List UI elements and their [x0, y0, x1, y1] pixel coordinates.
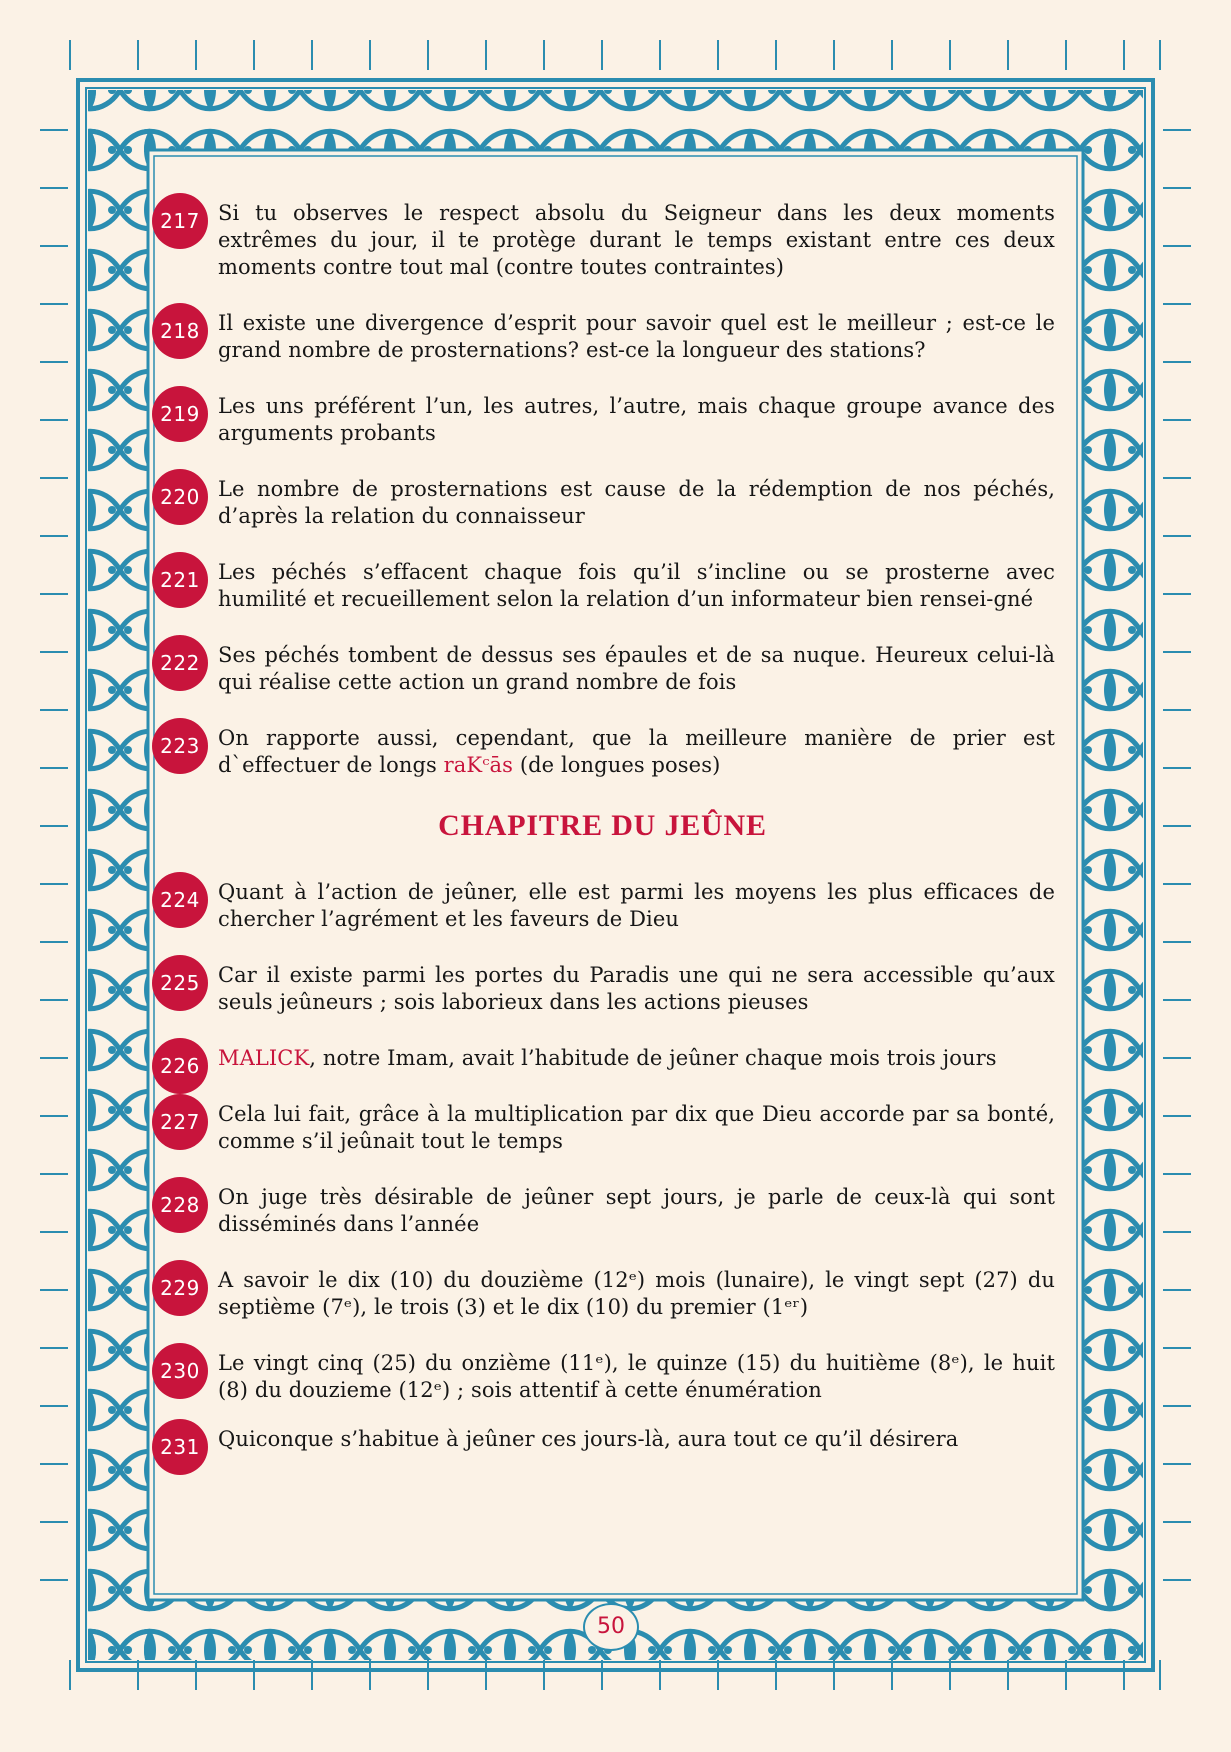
verse-229	[150, 1267, 1055, 1321]
verse-text: A savoir le dix (10) du douzième (12ᵉ) mois (lunaire), le vingt sept (27) du septième (7ᵉ), le trois (3) et le dix (10) du premier (1ᵉʳ)	[218, 1268, 1055, 1319]
transliterated-term: raKᶜās	[443, 753, 514, 777]
verse-number-badge: 226	[152, 1038, 208, 1094]
verse-number-badge: 220	[152, 469, 208, 525]
verse-text-start: On rapporte aussi, cependant, que la meilleure manière de prier est d`effectuer de longs	[218, 726, 1055, 777]
verse-text: Cela lui fait, grâce à la multiplication par dix que Dieu accorde par sa bonté, comme s’il jeûnait tout le temps	[218, 1102, 1055, 1153]
verse-number-badge: 223	[152, 718, 208, 774]
verse-text: Ses péchés tombent de dessus ses épaules et de sa nuque. Heureux celui-là qui réalise cette action un grand nombre de fois	[218, 643, 1055, 694]
verse-220	[150, 476, 1055, 530]
verse-text: , notre Imam, avait l’habitude de jeûner chaque mois trois jours	[309, 1046, 997, 1070]
verse-text: On juge très désirable de jeûner sept jours, je parle de ceux-là qui sont disséminés dans l’année	[218, 1185, 1055, 1236]
verse-list	[150, 200, 1055, 1482]
verse-218	[150, 310, 1055, 364]
verse-number-badge: 222	[152, 635, 208, 691]
verse-number-badge: 221	[152, 552, 208, 608]
verse-228	[150, 1184, 1055, 1238]
verse-text: Le vingt cinq (25) du onzième (11ᵉ), le quinze (15) du huitième (8ᵉ), le huit (8) du douzieme (12ᵉ) ; sois attentif à cette énumération	[218, 1351, 1055, 1402]
verse-number-badge: 230	[152, 1343, 208, 1399]
verse-number-badge: 229	[152, 1260, 208, 1316]
verse-226	[150, 1045, 1055, 1078]
verse-text: Si tu observes le respect absolu du Seigneur dans les deux moments extrêmes du jour, il te protège durant le temps existant entre ces deux moments contre tout mal (contre toutes contraintes)	[218, 201, 1055, 279]
verse-222	[150, 642, 1055, 696]
verse-text: Il existe une divergence d’esprit pour savoir quel est le meilleur ; est-ce le grand nombre de prosternations? est-ce la longueur des stations?	[218, 311, 1055, 362]
verse-number-badge: 225	[152, 955, 208, 1011]
verse-text: Car il existe parmi les portes du Paradis une qui ne sera accessible qu’aux seuls jeûneurs ; sois laborieux dans les actions pieuses	[218, 963, 1055, 1014]
verse-text: Les uns préférent l’un, les autres, l’autre, mais chaque groupe avance des arguments probants	[218, 394, 1055, 445]
verse-221	[150, 559, 1055, 613]
verse-number-badge: 224	[152, 872, 208, 928]
verse-text: Les péchés s’effacent chaque fois qu’il s’incline ou se prosterne avec humilité et recueillement selon la relation d’un informateur bien rensei-gné	[218, 560, 1055, 611]
verse-text: Quant à l’action de jeûner, elle est parmi les moyens les plus efficaces de chercher l’agrément et les faveurs de Dieu	[218, 880, 1055, 931]
verse-text-end: (de longues poses)	[513, 753, 721, 777]
verse-number-badge: 228	[152, 1177, 208, 1233]
verse-text: Quiconque s’habitue à jeûner ces jours-là, aura tout ce qu’il désirera	[218, 1427, 959, 1451]
chapter-title: CHAPITRE DU JEÛNE	[438, 809, 767, 842]
verse-number-badge: 218	[152, 303, 208, 359]
verse-224	[150, 879, 1055, 933]
verse-number-badge: 227	[152, 1094, 208, 1150]
imam-name: MALICK	[218, 1046, 310, 1070]
verse-225	[150, 962, 1055, 1016]
verse-text: Le nombre de prosternations est cause de la rédemption de nos péchés, d’après la relation du connaisseur	[218, 477, 1055, 528]
verse-230	[150, 1350, 1055, 1404]
verse-231	[150, 1426, 1055, 1459]
verse-217	[150, 200, 1055, 281]
page-number: 50	[583, 1603, 639, 1651]
verse-223	[150, 725, 1055, 779]
verse-227	[150, 1101, 1055, 1155]
verse-number-badge: 217	[152, 193, 208, 249]
verse-number-badge: 219	[152, 386, 208, 442]
verse-219	[150, 393, 1055, 447]
verse-number-badge: 231	[152, 1419, 208, 1475]
